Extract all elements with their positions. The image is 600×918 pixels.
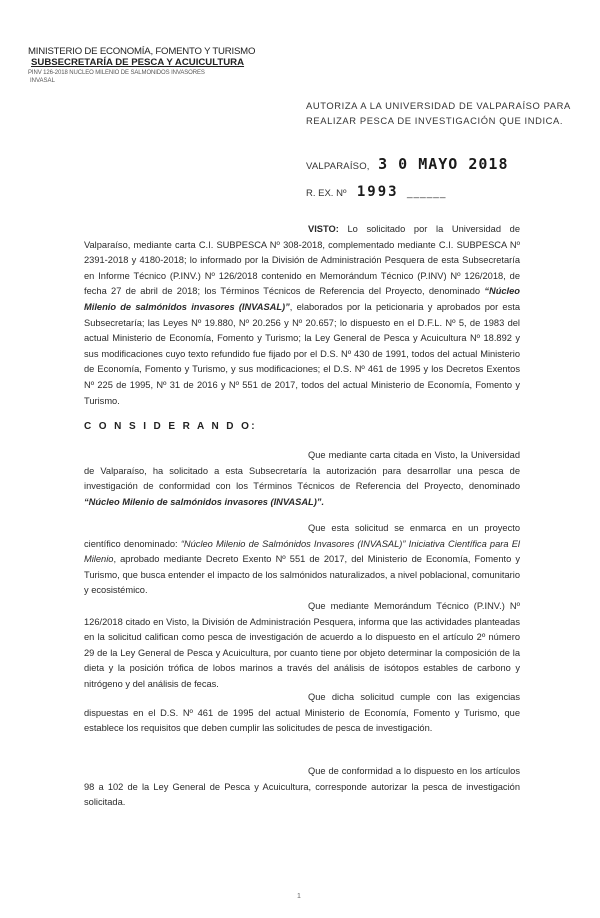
considerando-paragraph-3: Que mediante Memorándum Técnico (P.INV.) Nº 126/2018 citado en Visto, la División de Administración Pesquera, informa que las actividades planteadas en la solicitud califican como pesca de investigación de acuerdo a lo dispuesto en el artículo 2º número 29 de la Ley General de Pesca y Acuicultura, por cuanto tiene por objeto determinar la composición de la dieta y la posición trófica de lobos marinos a través del análisis de isótopos estables de carbono y nitrógeno y del análisis de fecas. xyxy=(84,601,520,689)
date-line xyxy=(306,155,508,174)
letterhead xyxy=(28,46,268,85)
considerando-paragraph-2: Que esta solicitud se enmarca en un proyecto científico denominado: “Núcleo Milenio de Salmónidos Invasores (INVASAL)” Iniciativa Científica para El Milenio, aprobado mediante Decreto Exento Nº 551 de 2017, del Ministerio de Economía, Fomento y Turismo, que busca entender el impacto de los salmónidos naturalizados, a nivel poblacional, comunitario y ecosistémico. xyxy=(84,523,520,596)
subsecretaria-name: SUBSECRETARÍA DE PESCA Y ACUICULTURA xyxy=(31,57,245,68)
considerando-paragraph-5: Que de conformidad a lo dispuesto en los artículos 98 a 102 de la Ley General de Pesca y Acuicultura, corresponde autorizar la pesca de investigación solicitada. xyxy=(84,766,520,808)
resolution-label: R. EX. Nº xyxy=(306,188,347,199)
visto-label: VISTO: xyxy=(308,224,339,234)
page-number: 1 xyxy=(297,893,301,900)
date-city: VALPARAÍSO, xyxy=(306,161,370,172)
considerando-paragraph-4: Que dicha solicitud cumple con las exigencias dispuestas en el D.S. Nº 461 de 1995 del actual Ministerio de Economía, Fomento y Turismo, que establece los requisitos que deben cumplir las solicitudes de pesca de investigación. xyxy=(84,692,520,734)
resolution-subject: AUTORIZA A LA UNIVERSIDAD DE VALPARAÍSO PARA REALIZAR PESCA DE INVESTIGACIÓN QUE INDICA. xyxy=(306,100,571,126)
considerando-heading: C O N S I D E R A N D O: xyxy=(84,421,257,432)
reference-line-2: INVASAL xyxy=(30,78,55,84)
date-stamp: 3 0 MAYO 2018 xyxy=(378,155,509,173)
resolution-dashes: ______ xyxy=(407,188,447,199)
resolution-number-line xyxy=(306,183,446,201)
ministry-name: MINISTERIO DE ECONOMÍA, FOMENTO Y TURISMO xyxy=(28,46,256,57)
considerando-paragraph-1: Que mediante carta citada en Visto, la Universidad de Valparaíso, ha solicitado a esta Subsecretaría la autorización para desarrollar una pesca de investigación de conformidad con los Términos Técnicos de Referencia del Proyecto, denominado “Núcleo Milenio de salmónidos invasores (INVASAL)”. xyxy=(84,450,520,507)
resolution-number: 1993 xyxy=(356,184,399,200)
reference-line: PINV 126-2018 NUCLEO MILENIO DE SALMONIDOS INVASORES xyxy=(28,70,205,76)
visto-paragraph: VISTO: Lo solicitado por la Universidad de Valparaíso, mediante carta C.I. SUBPESCA Nº 308-2018, complementado mediante C.I. SUBPESCA Nº 2391-2018 y 4180-2018; lo informado por la División de Administración Pesquera de esta Subsecretaría en Informe Técnico (P.INV.) Nº 126/2018 contenido en Memorándum Técnico (P.INV) Nº 126/2018, de fecha 27 de abril de 2018; los Términos Técnicos de Referencia del Proyecto, denominado “Núcleo Milenio de salmónidos invasores (INVASAL)”, elaborados por la peticionaria y aprobados por esta Subsecretaría; las Leyes Nº 19.880, Nº 20.256 y Nº 20.657; lo dispuesto en el D.F.L. Nº 5, de 1983 del actual Ministerio de Economía, Fomento y Turismo; la Ley General de Pesca y Acuicultura Nº 18.892 y sus modificaciones cuyo texto refundido fue fijado por el D.S. Nº 430 de 1991, todos del actual Ministerio de Economía, Fomento y Turismo, y sus modificaciones; el D.S. Nº 461 de 1995 y los Decretos Exentos Nº 225 de 1995, Nº 31 de 2016 y Nº 551 de 2017, todos del actual Ministerio de Economía, Fomento y Turismo. xyxy=(84,224,520,406)
project-name: “Núcleo Milenio de salmónidos invasores (INVASAL)” xyxy=(84,286,520,312)
